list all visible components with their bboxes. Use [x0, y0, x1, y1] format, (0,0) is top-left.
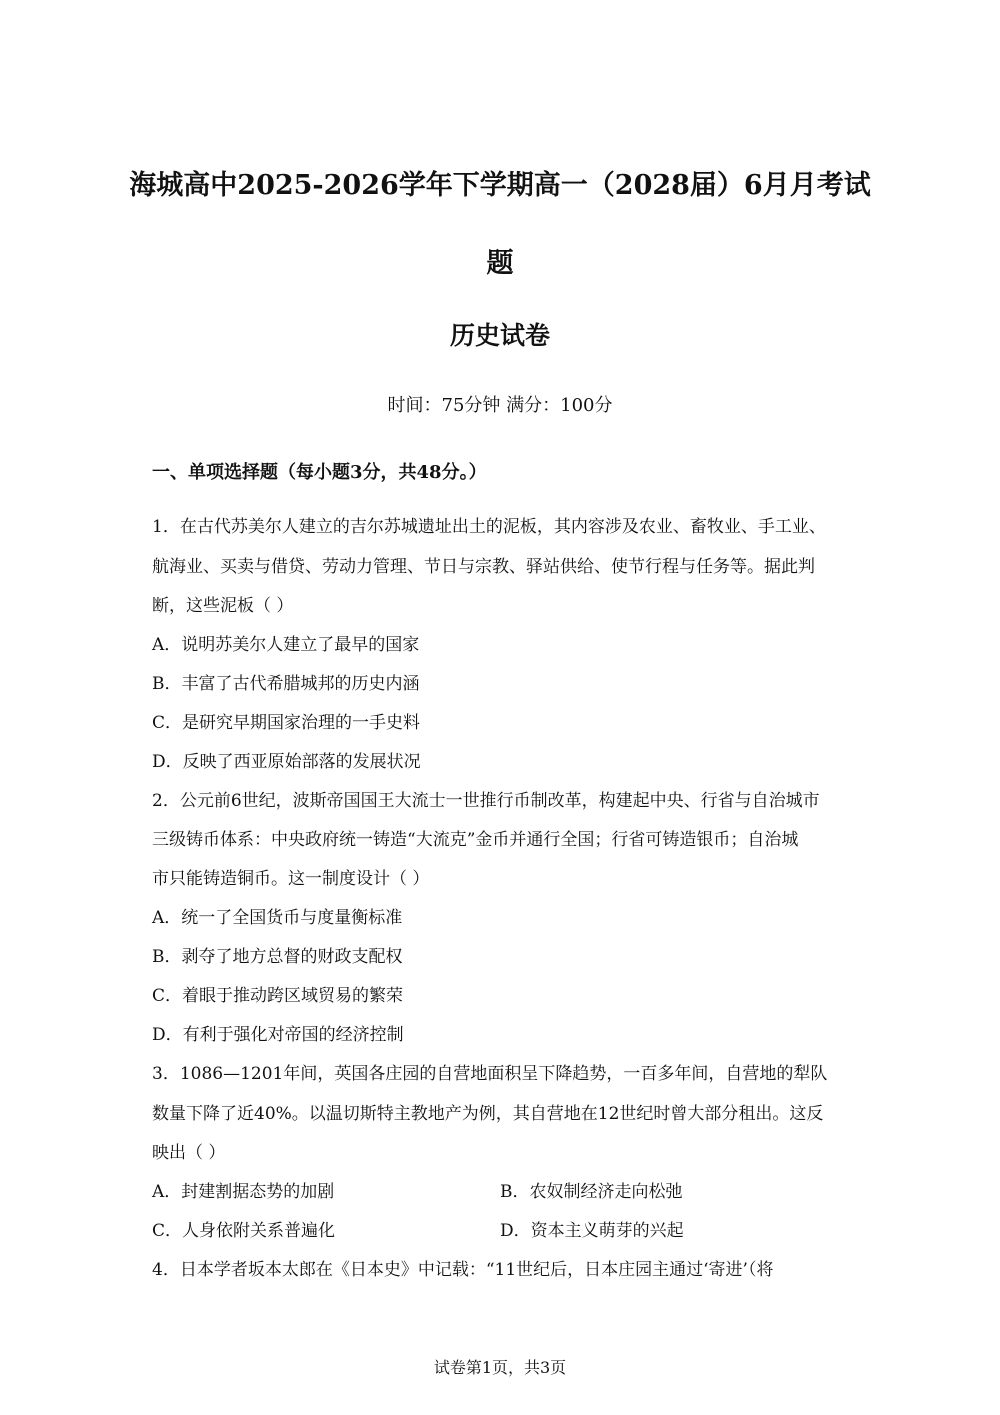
- option-c: C．着眼于推动跨区域贸易的繁荣: [152, 986, 404, 1006]
- exam-title-line-2: 题: [486, 248, 514, 279]
- option-b: B．农奴制经济走向松弛: [500, 1182, 683, 1202]
- question-stem-line: 4．日本学者坂本太郎在《日本史》中记载：“11世纪后，日本庄园主通过‘寄进’（将: [152, 1260, 774, 1280]
- question-stem-line: 映出（ ）: [152, 1143, 226, 1163]
- question-stem-line: 断，这些泥板（ ）: [152, 596, 294, 616]
- exam-time-and-score: 时间：75分钟 满分：100分: [387, 395, 613, 416]
- option-b: B．剥夺了地方总督的财政支配权: [152, 947, 403, 967]
- question-stem-line: 数量下降了近40%。以温切斯特主教地产为例，其自营地在12世纪时曾大部分租出。这反: [152, 1104, 824, 1124]
- option-b: B．丰富了古代希腊城邦的历史内涵: [152, 674, 420, 694]
- question-stem-line: 航海业、买卖与借贷、劳动力管理、节日与宗教、驿站供给、使节行程与任务等。据此判: [152, 557, 815, 577]
- question-stem-line: 三级铸币体系：中央政府统一铸造“大流克”金币并通行全国；行省可铸造银币；自治城: [152, 830, 799, 850]
- option-a: A．说明苏美尔人建立了最早的国家: [152, 635, 420, 655]
- option-a: A．封建割据态势的加剧: [152, 1182, 335, 1202]
- option-d: D．有利于强化对帝国的经济控制: [152, 1025, 404, 1045]
- option-c: C．人身依附关系普遍化: [152, 1221, 336, 1241]
- question-stem-line: 2．公元前6世纪，波斯帝国国王大流士一世推行币制改革，构建起中央、行省与自治城市: [152, 791, 820, 811]
- exam-subject: 历史试卷: [449, 321, 550, 350]
- page-footer: 试卷第1页，共3页: [433, 1358, 567, 1377]
- section-heading: 一、单项选择题（每小题3分，共48分。）: [152, 462, 487, 483]
- option-a: A．统一了全国货币与度量衡标准: [152, 908, 403, 928]
- option-c: C．是研究早期国家治理的一手史料: [152, 713, 421, 733]
- option-d: D．反映了西亚原始部落的发展状况: [152, 752, 421, 772]
- question-stem-line: 1．在古代苏美尔人建立的吉尔苏城遗址出土的泥板，其内容涉及农业、畜牧业、手工业、: [152, 517, 826, 537]
- exam-title-line-1: 海城高中2025-2026学年下学期高一（2028届）6月月考试: [129, 170, 871, 201]
- question-stem-line: 市只能铸造铜币。这一制度设计（ ）: [152, 869, 430, 889]
- question-stem-line: 3．1086—1201年间，英国各庄园的自营地面积呈下降趋势，一百多年间，自营地的犁队: [152, 1064, 828, 1084]
- option-d: D．资本主义萌芽的兴起: [500, 1221, 684, 1241]
